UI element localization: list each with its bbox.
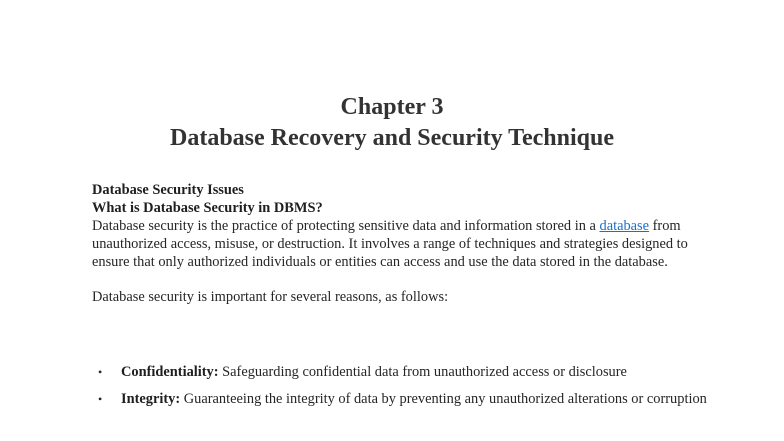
chapter-name: Database Recovery and Security Technique <box>170 125 614 151</box>
reasons-intro: Database security is important for several reasons, as follows: <box>92 289 449 305</box>
intro-paragraph <box>92 217 692 271</box>
intro-text-part2: from unauthorized access, misuse, or destruction. It involves a range of techniques and strategies designed to ensure that only authorized individuals or entities can access and use the data stored in the database. <box>92 218 688 270</box>
section-heading: Database Security Issues <box>92 182 244 198</box>
chapter-title <box>0 92 784 154</box>
bullet-term: Confidentiality: <box>121 364 219 380</box>
list-item <box>92 386 712 413</box>
bullet-description: Guaranteeing the integrity of data by preventing any unauthorized alterations or corruption <box>180 391 707 407</box>
bullet-icon: • <box>98 365 103 379</box>
reasons-list <box>92 359 712 413</box>
database-link[interactable]: database <box>599 218 650 234</box>
bullet-term: Integrity: <box>121 391 181 407</box>
bullet-icon: • <box>98 392 103 406</box>
intro-text-part1: Database security is the practice of protecting sensitive data and information stored in a <box>92 218 600 234</box>
chapter-number: Chapter 3 <box>340 94 444 120</box>
subheading: What is Database Security in DBMS? <box>92 200 323 216</box>
body-text <box>92 181 692 306</box>
bullet-description: Safeguarding confidential data from unauthorized access or disclosure <box>218 364 627 380</box>
list-item <box>92 359 712 386</box>
